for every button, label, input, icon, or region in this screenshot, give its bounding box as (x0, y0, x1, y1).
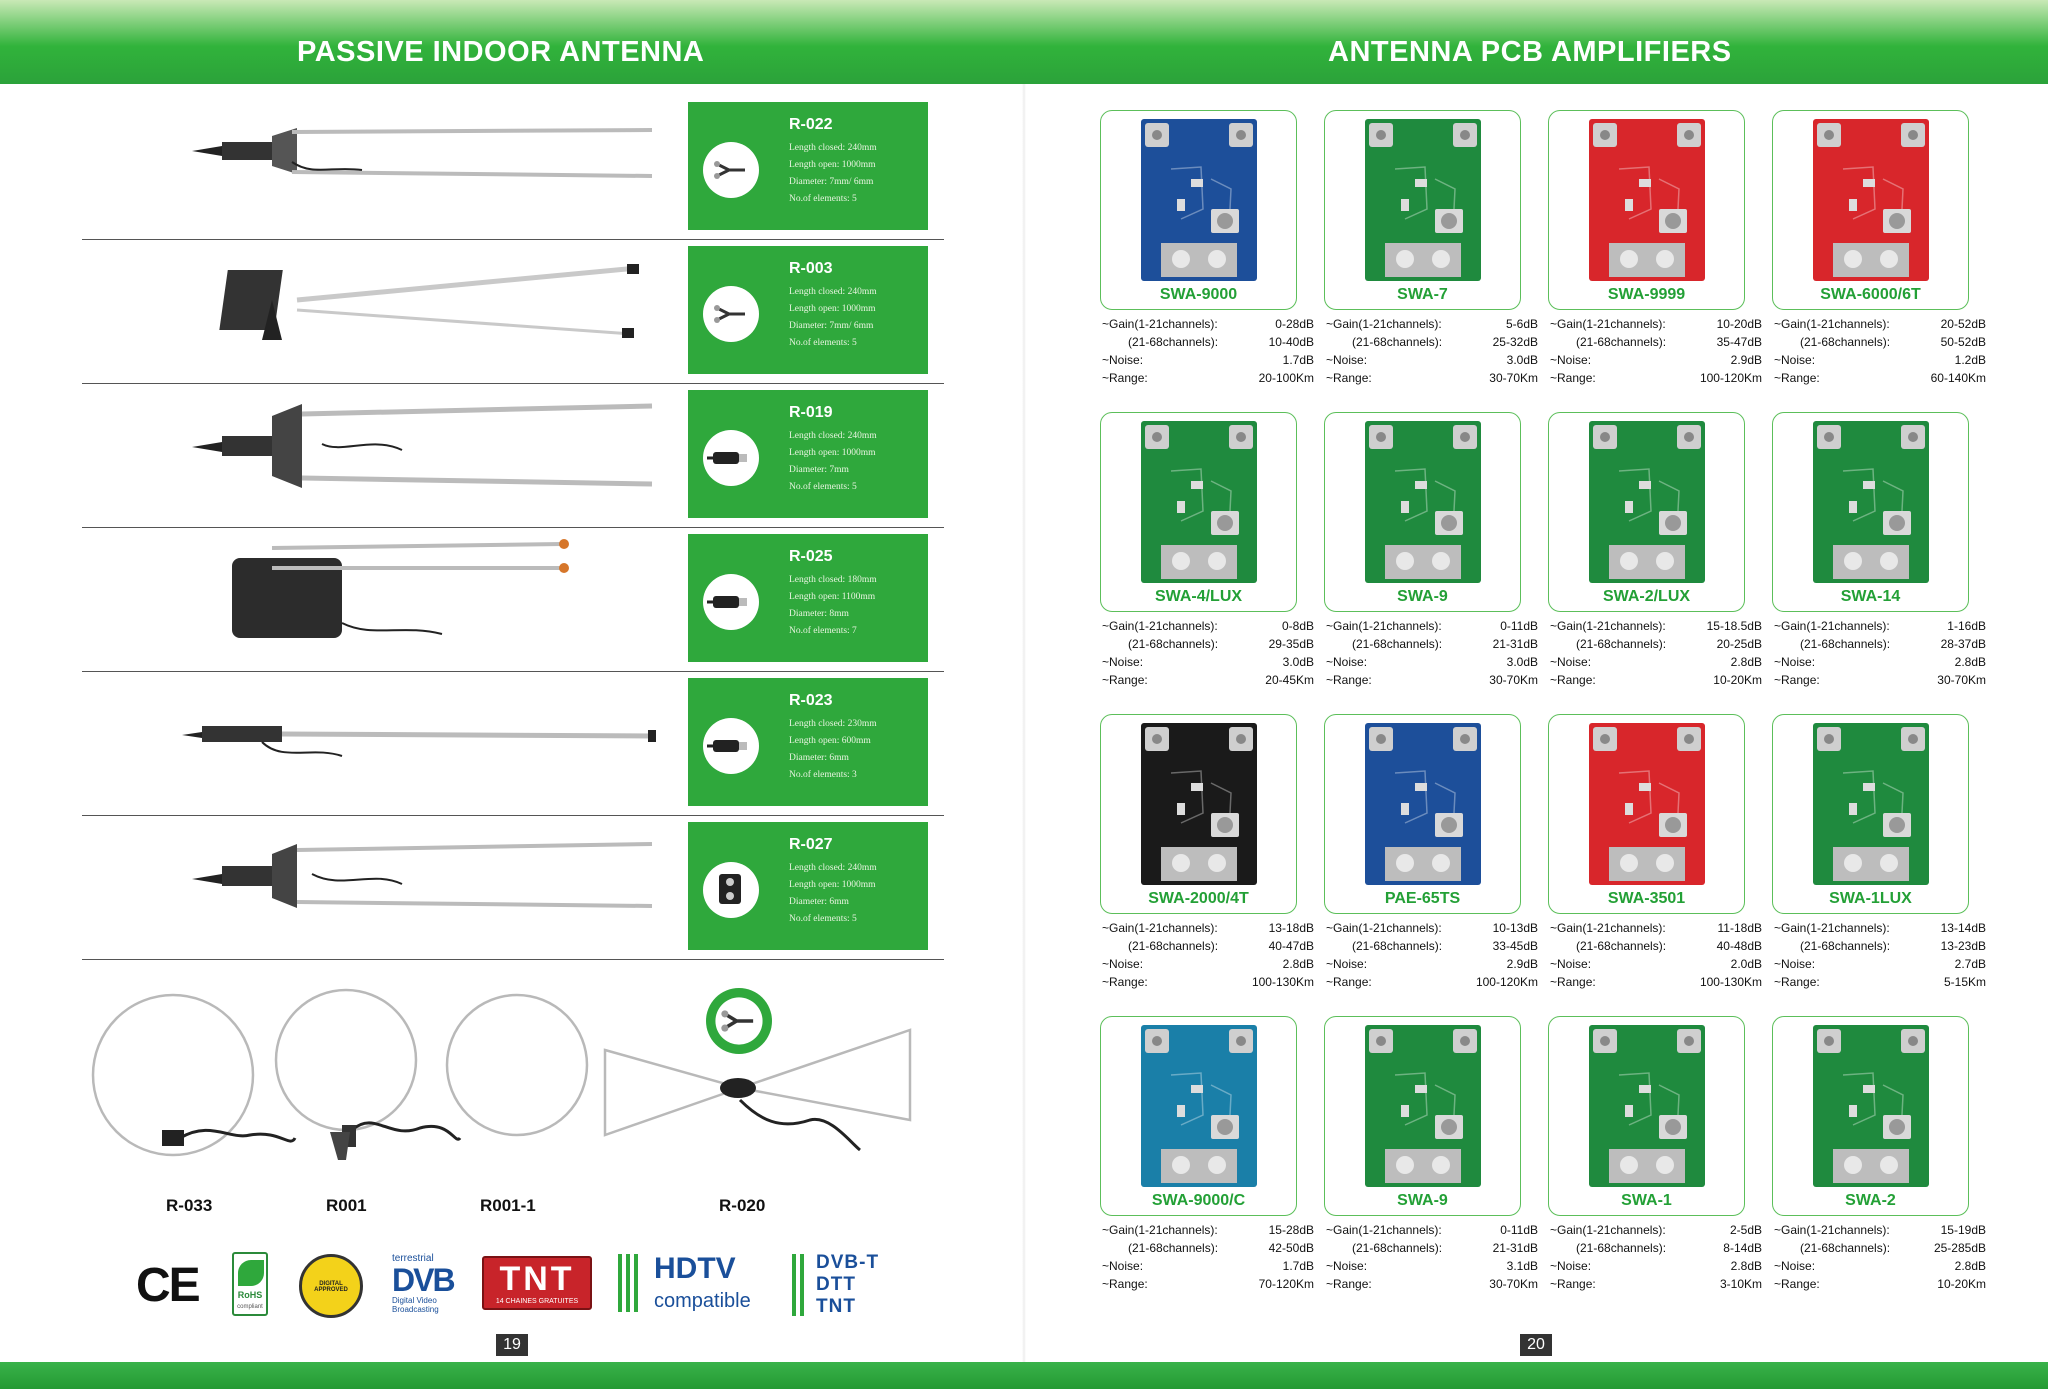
model-number: R-027 (789, 836, 833, 853)
range-label: ~Range: (1326, 975, 1372, 989)
gain-low-label: ~Gain(1-21channels): (1774, 1223, 1890, 1237)
pcb-board-image (1813, 723, 1929, 885)
range-value: 20-45Km (1265, 673, 1314, 687)
range-label: ~Range: (1774, 975, 1820, 989)
loop-label-r020: R-020 (719, 1196, 766, 1215)
antenna-illustration (122, 384, 742, 528)
elements-count: No.of elements: 5 (789, 194, 857, 204)
length-closed: Length closed: 240mm (789, 287, 877, 297)
range-value: 10-20Km (1713, 673, 1762, 687)
antenna-row (82, 672, 944, 816)
gain-high-value: 40-47dB (1268, 939, 1314, 953)
amplifier-specs (1550, 919, 1762, 991)
model-number: R-019 (789, 404, 833, 421)
gain-high-value: 10-40dB (1268, 335, 1314, 349)
amplifier-model-name: SWA-2 (1845, 1192, 1896, 1209)
gain-high-value: 33-45dB (1492, 939, 1538, 953)
range-label: ~Range: (1102, 371, 1148, 385)
noise-label: ~Noise: (1102, 957, 1144, 971)
fork-connector-icon (703, 286, 759, 342)
amplifier-specs (1774, 315, 1986, 387)
range-value: 30-70Km (1489, 1277, 1538, 1291)
noise-value: 3.0dB (1506, 353, 1538, 367)
amplifier-card (1548, 1016, 1745, 1216)
hdtv-compatible-logo: HDTV compatible (618, 1252, 778, 1316)
range-label: ~Range: (1326, 1277, 1372, 1291)
amplifier-card (1772, 110, 1969, 310)
antenna-row (82, 816, 944, 960)
amplifier-specs (1550, 1221, 1762, 1293)
amplifier-card (1324, 110, 1521, 310)
page-number-left: 19 (496, 1334, 528, 1356)
r020-connector-badge (706, 988, 772, 1054)
spec-lines (789, 140, 877, 208)
pcb-board-image (1141, 1025, 1257, 1187)
length-closed: Length closed: 180mm (789, 575, 877, 585)
gain-low-label: ~Gain(1-21channels): (1774, 921, 1890, 935)
gain-low-value: 15-28dB (1268, 1223, 1314, 1237)
antenna-illustration (122, 816, 742, 960)
loop-label-r033: R-033 (166, 1196, 213, 1215)
page-spine (1022, 84, 1026, 1362)
noise-label: ~Noise: (1550, 353, 1592, 367)
length-closed: Length closed: 230mm (789, 719, 877, 729)
right-page-title: ANTENNA PCB AMPLIFIERS (1328, 36, 1732, 68)
gain-high-label: (21-68channels): (1128, 1241, 1219, 1255)
digital-approved-seal: DIGITAL APPROVED (299, 1254, 363, 1318)
elements-count: No.of elements: 5 (789, 482, 857, 492)
gain-low-label: ~Gain(1-21channels): (1774, 317, 1890, 331)
pcb-board-image (1365, 1025, 1481, 1187)
noise-value: 1.2dB (1954, 353, 1986, 367)
length-closed: Length closed: 240mm (789, 431, 877, 441)
amplifier-specs (1774, 1221, 1986, 1293)
noise-value: 1.7dB (1282, 353, 1314, 367)
range-value: 100-120Km (1699, 371, 1762, 385)
elements-count: No.of elements: 5 (789, 338, 857, 348)
range-value: 3-10Km (1719, 1277, 1762, 1291)
pcb-board-image (1813, 1025, 1929, 1187)
range-label: ~Range: (1102, 1277, 1148, 1291)
gain-low-label: ~Gain(1-21channels): (1102, 921, 1218, 935)
antenna-row (82, 240, 944, 384)
gain-high-label: (21-68channels): (1128, 637, 1219, 651)
gain-high-label: (21-68channels): (1352, 939, 1443, 953)
amplifier-model-name: SWA-6000/6T (1820, 286, 1921, 303)
amplifier-card (1100, 412, 1297, 612)
amplifier-specs (1326, 315, 1538, 387)
gain-low-value: 20-52dB (1940, 317, 1986, 331)
amplifier-card (1548, 110, 1745, 310)
gain-low-label: ~Gain(1-21channels): (1550, 317, 1666, 331)
antenna-row (82, 528, 944, 672)
noise-label: ~Noise: (1550, 1259, 1592, 1273)
coax-plug-icon (703, 430, 759, 486)
noise-value: 2.8dB (1954, 655, 1986, 669)
noise-value: 3.0dB (1506, 655, 1538, 669)
bottom-banner (0, 1362, 2048, 1389)
gain-high-label: (21-68channels): (1800, 335, 1891, 349)
amplifier-specs (1102, 315, 1314, 387)
gain-high-label: (21-68channels): (1576, 335, 1667, 349)
pcb-board-image (1813, 421, 1929, 583)
gain-low-value: 2-5dB (1729, 1223, 1762, 1237)
gain-high-value: 29-35dB (1268, 637, 1314, 651)
range-label: ~Range: (1550, 975, 1596, 989)
amplifier-card (1772, 412, 1969, 612)
model-number: R-003 (789, 260, 833, 277)
range-value: 60-140Km (1930, 371, 1986, 385)
diameter: Diameter: 6mm (789, 753, 849, 763)
gain-high-value: 40-48dB (1716, 939, 1762, 953)
amplifier-specs (1326, 617, 1538, 689)
range-value: 30-70Km (1489, 673, 1538, 687)
range-label: ~Range: (1774, 371, 1820, 385)
amplifier-card (1100, 714, 1297, 914)
amplifier-specs (1774, 617, 1986, 689)
amplifier-model-name: SWA-4/LUX (1154, 588, 1243, 605)
amplifier-card (1100, 1016, 1297, 1216)
amplifier-model-name: SWA-3501 (1607, 890, 1686, 907)
noise-label: ~Noise: (1774, 353, 1816, 367)
gain-low-label: ~Gain(1-21channels): (1102, 1223, 1218, 1237)
antenna-row (82, 96, 944, 240)
balun-adapter-icon (703, 862, 759, 918)
range-label: ~Range: (1326, 673, 1372, 687)
noise-value: 2.8dB (1730, 655, 1762, 669)
noise-label: ~Noise: (1774, 1259, 1816, 1273)
range-label: ~Range: (1774, 1277, 1820, 1291)
range-label: ~Range: (1102, 975, 1148, 989)
connector-badge (703, 574, 759, 630)
amplifier-specs (1326, 919, 1538, 991)
pcb-board-image (1589, 421, 1705, 583)
loop-base-r033 (162, 1130, 184, 1146)
noise-label: ~Noise: (1102, 353, 1144, 367)
noise-value: 2.9dB (1506, 957, 1538, 971)
gain-low-value: 0-11dB (1500, 619, 1538, 633)
range-value: 30-70Km (1489, 371, 1538, 385)
gain-high-value: 25-285dB (1933, 1241, 1986, 1255)
gain-low-label: ~Gain(1-21channels): (1774, 619, 1890, 633)
range-value: 30-70Km (1937, 673, 1986, 687)
pcb-board-image (1589, 1025, 1705, 1187)
length-closed: Length closed: 240mm (789, 143, 877, 153)
noise-value: 3.1dB (1506, 1259, 1538, 1273)
gain-low-value: 11-18dB (1717, 921, 1762, 935)
antenna-row (82, 384, 944, 528)
diameter: Diameter: 7mm (789, 465, 849, 475)
gain-low-value: 10-20dB (1716, 317, 1762, 331)
elements-count: No.of elements: 3 (789, 770, 857, 780)
noise-label: ~Noise: (1102, 1259, 1144, 1273)
antenna-illustration (122, 96, 742, 240)
amplifier-specs (1550, 617, 1762, 689)
loop-antennas-illustration (90, 970, 930, 1180)
length-open: Length open: 1100mm (789, 592, 876, 602)
range-label: ~Range: (1102, 673, 1148, 687)
amplifier-card (1772, 714, 1969, 914)
range-value: 100-130Km (1699, 975, 1762, 989)
length-open: Length open: 1000mm (789, 448, 876, 458)
amplifier-model-name: PAE-65TS (1384, 890, 1461, 907)
noise-label: ~Noise: (1326, 353, 1368, 367)
length-open: Length open: 1000mm (789, 304, 876, 314)
gain-low-label: ~Gain(1-21channels): (1326, 1223, 1442, 1237)
connector-badge (703, 718, 759, 774)
gain-high-label: (21-68channels): (1800, 1241, 1891, 1255)
noise-value: 2.9dB (1730, 353, 1762, 367)
gain-low-value: 1-16dB (1947, 619, 1986, 633)
pcb-board-image (1365, 119, 1481, 281)
amplifier-model-name: SWA-9 (1397, 1192, 1448, 1209)
noise-label: ~Noise: (1326, 655, 1368, 669)
left-page-title: PASSIVE INDOOR ANTENNA (297, 36, 705, 68)
gain-high-value: 35-47dB (1716, 335, 1762, 349)
dvb-logo: terrestrial DVB Digital Video Broadcasting (392, 1253, 454, 1314)
gain-low-label: ~Gain(1-21channels): (1326, 317, 1442, 331)
amplifier-model-name: SWA-1LUX (1829, 890, 1912, 907)
page-number-right: 20 (1520, 1334, 1552, 1356)
amplifier-card (1548, 714, 1745, 914)
pcb-board-image (1589, 119, 1705, 281)
model-number: R-025 (789, 548, 833, 565)
amplifier-model-name: SWA-9 (1397, 588, 1448, 605)
fork-connector-icon (703, 142, 759, 198)
pcb-board-image (1813, 119, 1929, 281)
coax-plug-icon (703, 718, 759, 774)
gain-low-value: 13-18dB (1268, 921, 1314, 935)
antenna-illustration (122, 240, 742, 384)
tnt-logo: TNT 14 CHAINES GRATUITES (482, 1256, 592, 1310)
gain-low-value: 13-14dB (1940, 921, 1986, 935)
noise-label: ~Noise: (1326, 957, 1368, 971)
gain-low-label: ~Gain(1-21channels): (1102, 317, 1218, 331)
spec-lines (789, 572, 877, 640)
amplifier-card (1100, 110, 1297, 310)
loop-label-r001: R001 (326, 1196, 367, 1215)
amplifier-specs (1550, 315, 1762, 387)
noise-value: 2.8dB (1730, 1259, 1762, 1273)
amplifier-specs (1102, 617, 1314, 689)
noise-value: 1.7dB (1282, 1259, 1314, 1273)
pcb-board-image (1365, 421, 1481, 583)
noise-label: ~Noise: (1774, 655, 1816, 669)
gain-low-value: 15-18.5dB (1706, 619, 1762, 633)
amplifier-specs (1102, 919, 1314, 991)
gain-high-value: 21-31dB (1492, 637, 1538, 651)
gain-high-value: 25-32dB (1492, 335, 1538, 349)
noise-value: 3.0dB (1282, 655, 1314, 669)
leaf-icon (238, 1260, 264, 1286)
gain-high-value: 21-31dB (1492, 1241, 1538, 1255)
amplifier-model-name: SWA-9999 (1607, 286, 1686, 303)
gain-low-label: ~Gain(1-21channels): (1102, 619, 1218, 633)
gain-low-value: 15-19dB (1940, 1223, 1986, 1237)
gain-high-label: (21-68channels): (1576, 939, 1667, 953)
spec-lines (789, 716, 877, 784)
range-label: ~Range: (1550, 673, 1596, 687)
amplifier-card (1548, 412, 1745, 612)
spec-lines (789, 284, 877, 352)
amplifier-card (1324, 1016, 1521, 1216)
gain-high-label: (21-68channels): (1352, 335, 1443, 349)
length-closed: Length closed: 240mm (789, 863, 877, 873)
gain-high-value: 42-50dB (1268, 1241, 1314, 1255)
loop-label-r001-1: R001-1 (480, 1196, 536, 1215)
noise-value: 2.8dB (1282, 957, 1314, 971)
coax-plug-icon (703, 574, 759, 630)
spec-lines (789, 860, 877, 928)
amplifier-model-name: SWA-1 (1621, 1192, 1672, 1209)
amplifier-model-name: SWA-9000 (1159, 286, 1238, 303)
elements-count: No.of elements: 7 (789, 626, 857, 636)
length-open: Length open: 1000mm (789, 880, 876, 890)
spec-panel (688, 390, 928, 518)
gain-high-label: (21-68channels): (1128, 939, 1219, 953)
noise-label: ~Noise: (1102, 655, 1144, 669)
gain-low-label: ~Gain(1-21channels): (1550, 619, 1666, 633)
fork-connector-icon (706, 988, 772, 1054)
noise-label: ~Noise: (1550, 957, 1592, 971)
pcb-board-image (1141, 723, 1257, 885)
antenna-illustration (122, 672, 742, 816)
gain-high-label: (21-68channels): (1800, 939, 1891, 953)
pcb-board-image (1365, 723, 1481, 885)
gain-high-label: (21-68channels): (1352, 1241, 1443, 1255)
model-number: R-022 (789, 116, 833, 133)
connector-badge (703, 142, 759, 198)
spec-lines (789, 428, 877, 496)
spec-panel (688, 246, 928, 374)
noise-value: 2.0dB (1730, 957, 1762, 971)
noise-value: 2.7dB (1954, 957, 1986, 971)
gain-low-value: 0-11dB (1500, 1223, 1538, 1237)
connector-badge (703, 862, 759, 918)
gain-high-value: 13-23dB (1940, 939, 1986, 953)
diameter: Diameter: 7mm/ 6mm (789, 177, 874, 187)
length-open: Length open: 1000mm (789, 160, 876, 170)
amplifier-model-name: SWA-9000/C (1151, 1192, 1246, 1209)
amplifier-card (1324, 412, 1521, 612)
connector-badge (703, 430, 759, 486)
rohs-logo: RoHS compliant (232, 1252, 268, 1316)
gain-high-value: 20-25dB (1716, 637, 1762, 651)
gain-low-label: ~Gain(1-21channels): (1550, 921, 1666, 935)
range-label: ~Range: (1774, 673, 1820, 687)
gain-high-label: (21-68channels): (1800, 637, 1891, 651)
amplifier-model-name: SWA-2000/4T (1148, 890, 1249, 907)
ce-mark-logo: CE (136, 1259, 199, 1312)
amplifier-specs (1102, 1221, 1314, 1293)
gain-high-value: 50-52dB (1940, 335, 1986, 349)
amplifier-specs (1774, 919, 1986, 991)
gain-low-label: ~Gain(1-21channels): (1326, 619, 1442, 633)
amplifier-model-name: SWA-2/LUX (1602, 588, 1691, 605)
antenna-illustration (122, 528, 742, 672)
range-value: 20-100Km (1258, 371, 1314, 385)
length-open: Length open: 600mm (789, 736, 871, 746)
gain-low-value: 10-13dB (1492, 921, 1538, 935)
gain-low-value: 0-28dB (1275, 317, 1314, 331)
noise-label: ~Noise: (1550, 655, 1592, 669)
noise-label: ~Noise: (1326, 1259, 1368, 1273)
range-value: 70-120Km (1258, 1277, 1314, 1291)
spec-panel (688, 534, 928, 662)
range-label: ~Range: (1550, 371, 1596, 385)
pcb-board-image (1141, 119, 1257, 281)
diameter: Diameter: 7mm/ 6mm (789, 321, 874, 331)
gain-low-label: ~Gain(1-21channels): (1550, 1223, 1666, 1237)
amplifier-model-name: SWA-7 (1397, 286, 1448, 303)
loop-base-r020 (720, 1078, 756, 1098)
spec-panel (688, 678, 928, 806)
amplifier-specs (1326, 1221, 1538, 1293)
range-value: 10-20Km (1937, 1277, 1986, 1291)
range-value: 100-120Km (1475, 975, 1538, 989)
range-value: 5-15Km (1943, 975, 1986, 989)
dvbt-dtt-tnt-logo: DVB-T DTT TNT (792, 1252, 892, 1320)
gain-high-label: (21-68channels): (1352, 637, 1443, 651)
gain-low-value: 0-8dB (1281, 619, 1314, 633)
spec-panel (688, 822, 928, 950)
gain-high-label: (21-68channels): (1576, 1241, 1667, 1255)
noise-value: 2.8dB (1954, 1259, 1986, 1273)
diameter: Diameter: 6mm (789, 897, 849, 907)
gain-high-label: (21-68channels): (1128, 335, 1219, 349)
noise-label: ~Noise: (1774, 957, 1816, 971)
elements-count: No.of elements: 5 (789, 914, 857, 924)
spec-panel (688, 102, 928, 230)
pcb-board-image (1589, 723, 1705, 885)
range-label: ~Range: (1550, 1277, 1596, 1291)
gain-high-value: 28-37dB (1940, 637, 1986, 651)
amplifier-card (1324, 714, 1521, 914)
range-label: ~Range: (1326, 371, 1372, 385)
diameter: Diameter: 8mm (789, 609, 849, 619)
gain-low-label: ~Gain(1-21channels): (1326, 921, 1442, 935)
gain-high-label: (21-68channels): (1576, 637, 1667, 651)
amplifier-model-name: SWA-14 (1840, 588, 1901, 605)
gain-high-value: 8-14dB (1723, 1241, 1762, 1255)
connector-badge (703, 286, 759, 342)
range-value: 100-130Km (1251, 975, 1314, 989)
gain-low-value: 5-6dB (1505, 317, 1538, 331)
pcb-board-image (1141, 421, 1257, 583)
amplifier-card (1772, 1016, 1969, 1216)
model-number: R-023 (789, 692, 833, 709)
